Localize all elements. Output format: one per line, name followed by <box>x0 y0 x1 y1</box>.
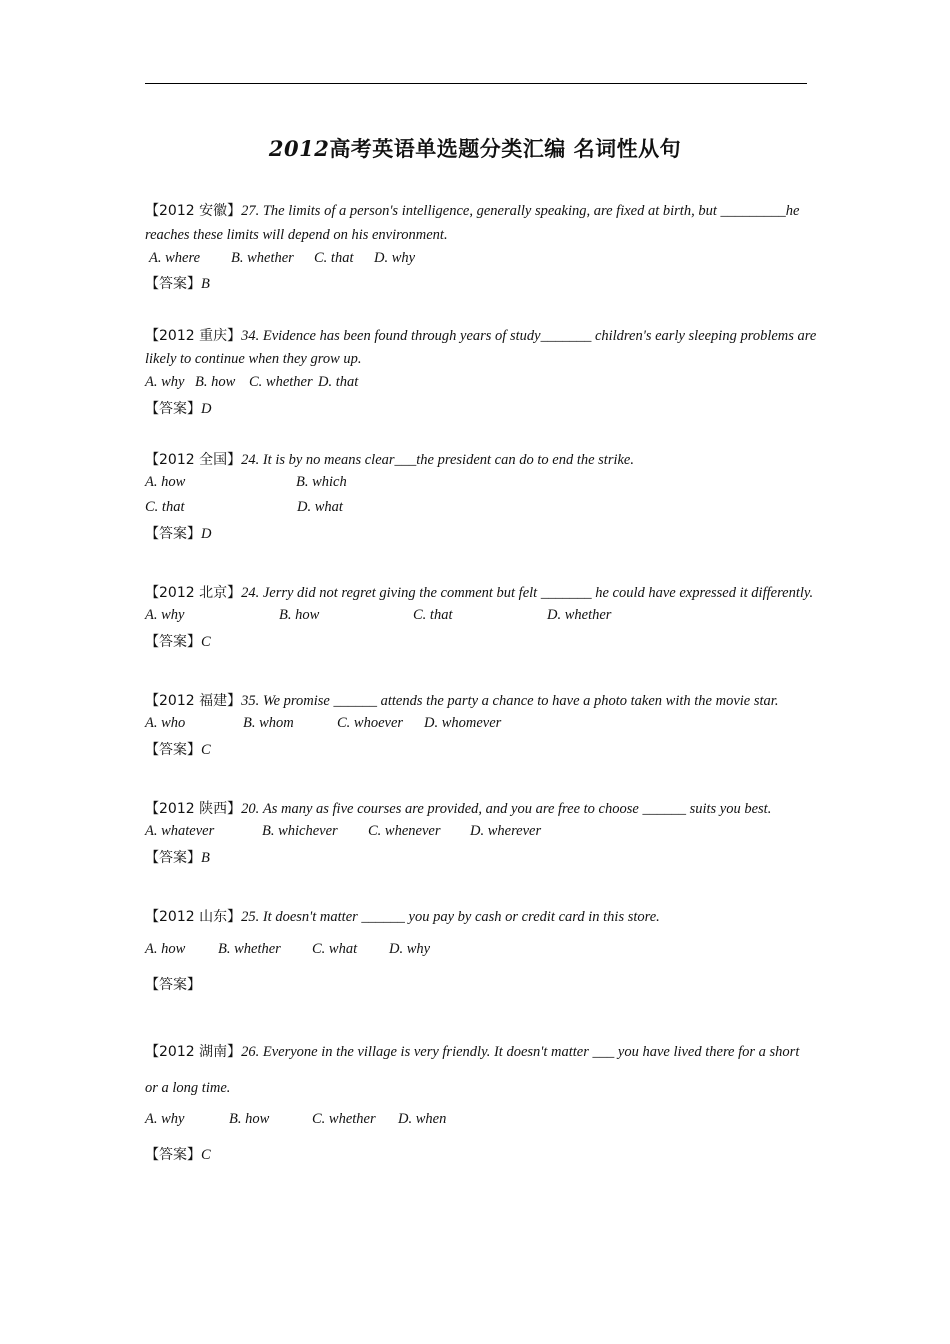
question-text: 26. Everyone in the village is very friendly. It doesn't matter ___ you have lived there for a short <box>241 1044 800 1060</box>
question-4-option-c: C. that <box>413 607 453 623</box>
title-text: 高考英语单选题分类汇编 名词性从句 <box>329 136 682 161</box>
answer-label: 【答案】 <box>145 977 201 993</box>
question-1-option-a: A. where <box>149 250 201 266</box>
title-year: 2012 <box>268 136 330 161</box>
question-2-option-c: C. whether <box>249 374 313 390</box>
question-4-stem <box>145 583 813 603</box>
question-text: 20. As many as five courses are provided, and you are free to choose ______ suits you best. <box>241 801 772 817</box>
question-8-option-a: A. why <box>145 1111 185 1127</box>
question-3-option-b: B. which <box>296 474 347 490</box>
question-2-stem-cont: likely to continue when they grow up. <box>145 351 362 367</box>
question-1-option-b: B. whether <box>231 250 294 266</box>
question-2-option-d: D. that <box>318 374 359 390</box>
question-8-stem-cont: or a long time. <box>145 1080 231 1096</box>
question-6-answer <box>145 848 210 868</box>
question-6-option-b: B. whichever <box>262 823 338 839</box>
header-rule <box>145 83 807 84</box>
question-2-answer <box>145 399 211 419</box>
question-4-option-d: D. whether <box>547 607 612 623</box>
question-text: 25. It doesn't matter ______ you pay by cash or credit card in this store. <box>241 909 660 925</box>
question-3-stem <box>145 450 634 470</box>
question-text: 24. It is by no means clear___the president can do to end the strike. <box>241 452 634 468</box>
answer-label: 【答案】 <box>145 1147 201 1163</box>
question-6-option-d: D. wherever <box>470 823 542 839</box>
question-source: 【2012 安徽】 <box>145 203 242 219</box>
answer-value: D <box>201 526 212 542</box>
question-3-answer <box>145 524 211 544</box>
question-source: 【2012 山东】 <box>145 909 242 925</box>
question-7-stem <box>145 907 660 927</box>
answer-value: C <box>201 634 211 650</box>
question-6-option-a: A. whatever <box>145 823 215 839</box>
question-source: 【2012 陕西】 <box>145 801 242 817</box>
question-1-option-c: C. that <box>314 250 354 266</box>
question-text: 27. The limits of a person's intelligence, generally speaking, are fixed at birth, but _________he <box>241 203 800 219</box>
question-4-answer <box>145 632 211 652</box>
page-title <box>0 133 950 163</box>
question-2-stem <box>145 326 816 346</box>
question-2-option-a: A. why <box>145 374 185 390</box>
question-1-stem <box>145 201 799 221</box>
question-4-option-b: B. how <box>279 607 320 623</box>
question-3-option-c: C. that <box>145 499 185 515</box>
answer-label: 【答案】 <box>145 634 201 650</box>
question-3-option-d: D. what <box>297 499 343 515</box>
answer-label: 【答案】 <box>145 850 201 866</box>
question-7-option-b: B. whether <box>218 941 281 957</box>
answer-label: 【答案】 <box>145 742 201 758</box>
question-8-stem <box>145 1042 799 1062</box>
question-7-option-a: A. how <box>145 941 186 957</box>
question-5-option-b: B. whom <box>243 715 294 731</box>
question-2-option-b: B. how <box>195 374 236 390</box>
answer-value: D <box>201 401 212 417</box>
question-3-option-a: A. how <box>145 474 186 490</box>
question-6-stem <box>145 799 771 819</box>
question-5-option-a: A. who <box>145 715 186 731</box>
question-8-option-c: C. whether <box>312 1111 376 1127</box>
question-text: 34. Evidence has been found through years of study_______ children's early sleeping problems are <box>241 328 817 344</box>
question-text: 24. Jerry did not regret giving the comment but felt _______ he could have expressed it differently. <box>241 585 814 601</box>
question-source: 【2012 重庆】 <box>145 328 242 344</box>
answer-label: 【答案】 <box>145 276 201 292</box>
question-7-option-c: C. what <box>312 941 358 957</box>
question-source: 【2012 湖南】 <box>145 1044 242 1060</box>
answer-label: 【答案】 <box>145 526 201 542</box>
answer-value: C <box>201 1147 211 1163</box>
question-5-option-d: D. whomever <box>424 715 502 731</box>
question-8-answer <box>145 1145 211 1165</box>
question-1-answer <box>145 274 210 294</box>
answer-value: B <box>201 276 210 292</box>
question-5-stem <box>145 691 778 711</box>
question-4-option-a: A. why <box>145 607 185 623</box>
question-5-answer <box>145 740 211 760</box>
question-7-option-d: D. why <box>389 941 431 957</box>
question-source: 【2012 全国】 <box>145 452 242 468</box>
question-source: 【2012 福建】 <box>145 693 242 709</box>
answer-label: 【答案】 <box>145 401 201 417</box>
answer-value: C <box>201 742 211 758</box>
question-1-stem-cont: reaches these limits will depend on his environment. <box>145 227 448 243</box>
question-6-option-c: C. whenever <box>368 823 441 839</box>
question-7-answer <box>145 975 201 995</box>
question-1-option-d: D. why <box>374 250 416 266</box>
question-text: 35. We promise ______ attends the party a chance to have a photo taken with the movie star. <box>241 693 779 709</box>
question-8-option-d: D. when <box>398 1111 447 1127</box>
question-source: 【2012 北京】 <box>145 585 242 601</box>
question-8-option-b: B. how <box>229 1111 270 1127</box>
question-5-option-c: C. whoever <box>337 715 404 731</box>
answer-value: B <box>201 850 210 866</box>
